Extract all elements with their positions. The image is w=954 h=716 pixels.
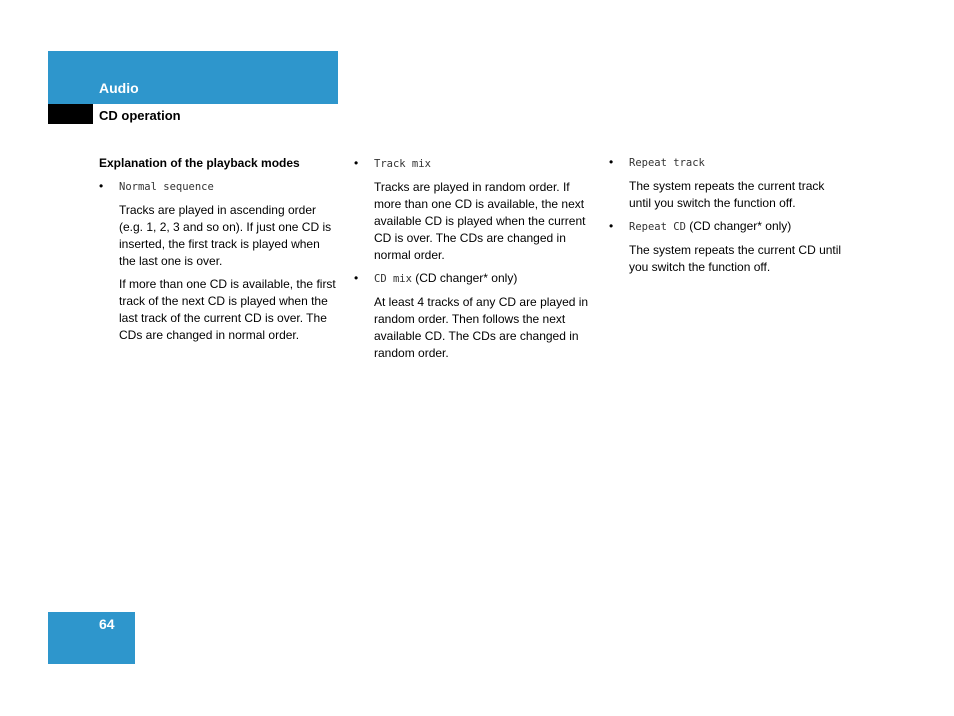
list-item-repeat-cd	[609, 218, 849, 236]
mode-description: Tracks are played in ascending order (e.g. 1, 2, 3 and so on). If just one CD is inserted, the first track is played when the last one is over.	[119, 203, 332, 268]
column-3	[609, 154, 849, 276]
bullet-icon: •	[609, 155, 614, 169]
subsection-title: CD operation	[99, 108, 181, 123]
mode-suffix: (CD changer* only)	[411, 271, 518, 285]
section-title: Audio	[99, 80, 139, 96]
column-1	[99, 155, 339, 344]
mode-suffix: (CD changer* only)	[685, 219, 792, 233]
list-item-cd-mix	[354, 270, 594, 288]
list-item-normal-sequence	[99, 178, 339, 196]
mode-description: If more than one CD is available, the first track of the next CD is played when the last track of the current CD is over. The CDs are changed in normal order.	[119, 277, 336, 342]
mode-description: The system repeats the current track until you switch the function off.	[629, 179, 825, 210]
bullet-icon: •	[99, 179, 104, 193]
playback-modes-heading: Explanation of the playback modes	[99, 156, 300, 170]
bullet-icon: •	[354, 156, 359, 170]
column-2	[354, 155, 594, 362]
mode-label: CD mix	[374, 273, 412, 285]
mode-label: Repeat track	[629, 157, 705, 169]
page-number: 64	[99, 616, 115, 632]
bullet-icon: •	[354, 271, 359, 285]
mode-description: Tracks are played in random order. If more than one CD is available, the next available CD is played when the current CD is over. The CDs are changed in normal order.	[374, 180, 586, 262]
mode-label: Repeat CD	[629, 221, 686, 233]
header-band	[48, 51, 338, 104]
mode-label: Normal sequence	[119, 181, 214, 193]
page-number-box	[48, 612, 135, 664]
list-item-track-mix	[354, 155, 594, 173]
mode-description: The system repeats the current CD until you switch the function off.	[629, 243, 842, 274]
list-item-repeat-track	[609, 154, 849, 172]
bullet-icon: •	[609, 219, 614, 233]
section-marker	[48, 104, 93, 124]
mode-label: Track mix	[374, 158, 431, 170]
mode-description: At least 4 tracks of any CD are played in random order. Then follows the next available CD. The CDs are changed in random order.	[374, 295, 589, 360]
